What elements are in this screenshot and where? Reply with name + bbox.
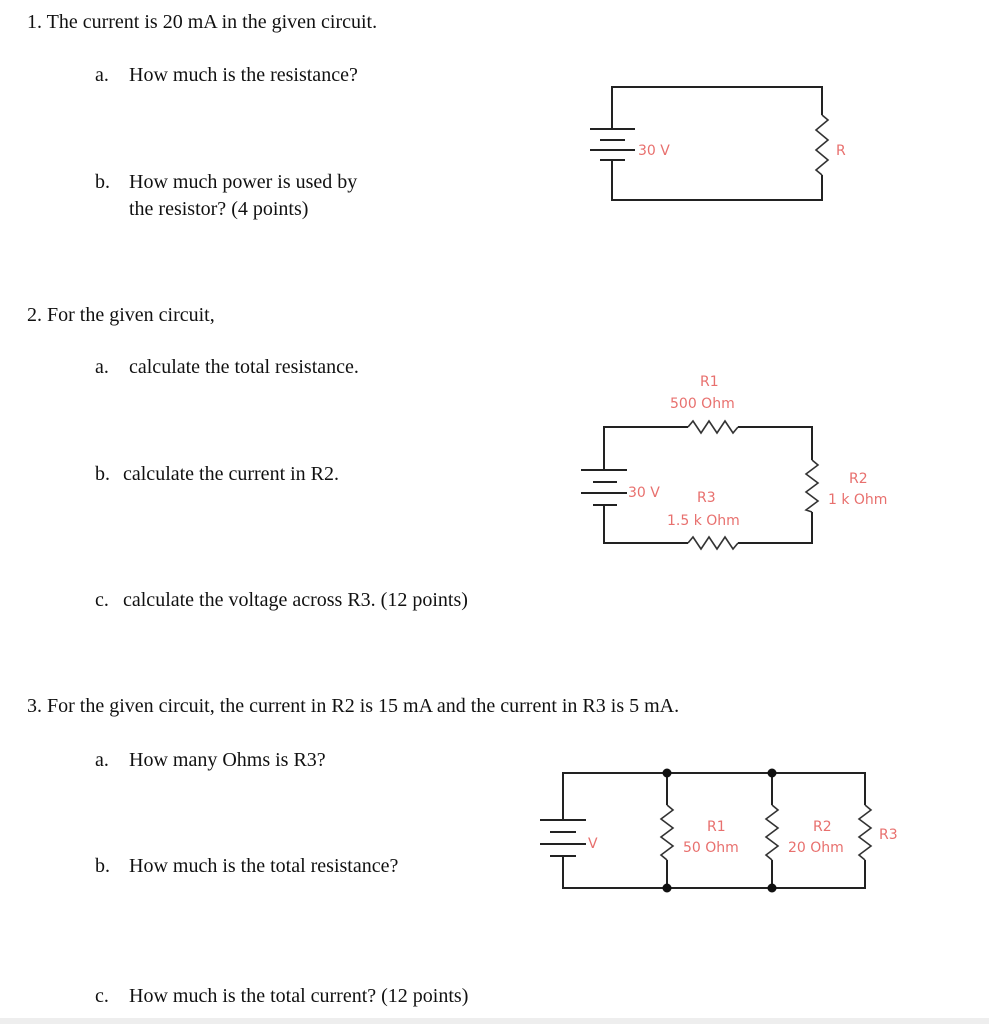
q2-title: 2. For the given circuit, [27, 304, 215, 326]
source-label: V [588, 836, 598, 852]
q1a-label: a. [95, 64, 109, 86]
circuit-1 [590, 87, 846, 200]
q2c-label: c. [95, 589, 109, 611]
q3a-text: How many Ohms is R3? [129, 749, 326, 771]
resistor-r1-icon [661, 805, 673, 860]
resistor-r2-icon [766, 805, 778, 860]
r3-name: R3 [879, 827, 898, 843]
page-bottom-edge [0, 1018, 989, 1024]
q2b-text: calculate the current in R2. [123, 463, 340, 485]
q3-title: 3. For the given circuit, the current in R2 is 15 mA and the current in R3 is 5 mA. [27, 695, 680, 717]
q3b-text: How much is the total resistance? [129, 855, 399, 877]
circuit-2 [581, 374, 887, 549]
q3a-label: a. [95, 749, 109, 771]
circuit-3 [540, 769, 898, 893]
source-label: 30 V [628, 485, 660, 501]
q2b-label: b. [95, 463, 110, 485]
r1-value: 50 Ohm [683, 840, 739, 856]
r1-name: R1 [707, 819, 726, 835]
r3-name: R3 [697, 490, 716, 506]
r2-name: R2 [813, 819, 832, 835]
resistor-r1-icon [688, 421, 738, 433]
resistor-r3-icon [859, 805, 871, 860]
q1b-text-line2: the resistor? (4 points) [129, 198, 309, 220]
r1-value: 500 Ohm [670, 396, 735, 412]
q1b-text-line1: How much power is used by [129, 171, 358, 193]
r2-value: 1 k Ohm [828, 492, 888, 508]
source-label: 30 V [638, 143, 670, 159]
q3c-label: c. [95, 985, 109, 1007]
q3c-text: How much is the total current? (12 points) [129, 985, 469, 1007]
r2-value: 20 Ohm [788, 840, 844, 856]
q2a-label: a. [95, 356, 109, 378]
q1a-text: How much is the resistance? [129, 64, 358, 86]
q1-title: 1. The current is 20 mA in the given circuit. [27, 11, 378, 33]
r2-name: R2 [849, 471, 868, 487]
r3-value: 1.5 k Ohm [667, 513, 740, 529]
resistor-label: R [836, 143, 846, 159]
r1-name: R1 [700, 374, 719, 390]
q3b-label: b. [95, 855, 110, 877]
resistor-r3-icon [688, 537, 738, 549]
resistor-r-icon [816, 115, 828, 175]
q1b-label: b. [95, 171, 110, 193]
q2c-text: calculate the voltage across R3. (12 points) [123, 589, 468, 611]
q2a-text: calculate the total resistance. [129, 356, 359, 378]
resistor-r2-icon [806, 460, 818, 512]
